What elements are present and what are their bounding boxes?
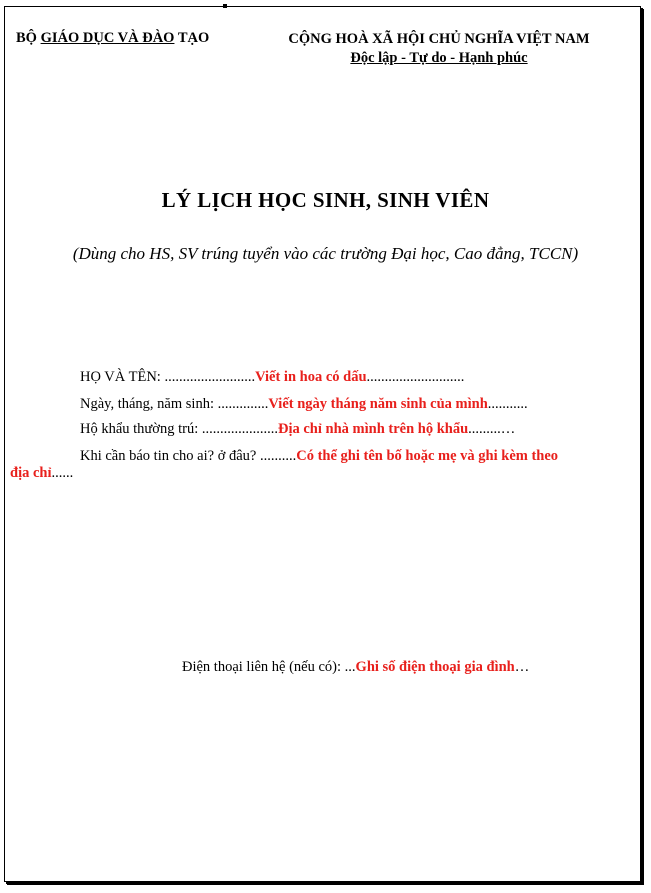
field-dots: ...... [51, 465, 74, 481]
national-title: CỘNG HOÀ XÃ HỘI CHỦ NGHĨA VIỆT NAM [288, 31, 590, 47]
field-hint: Ghi số điện thoại gia đình [355, 659, 515, 675]
ministry-underlined: GIÁO DỤC VÀ ĐÀO [40, 30, 175, 46]
national-header [270, 30, 608, 68]
field-hint: Có thể ghi tên bố hoặc mẹ và ghi kèm theo [296, 448, 559, 464]
document-title: LÝ LỊCH HỌC SINH, SINH VIÊN [161, 188, 490, 212]
national-motto: Độc lập - Tự do - Hạnh phúc [350, 50, 528, 66]
field-dots: ........................... [366, 369, 465, 385]
ministry-header [16, 30, 209, 47]
document-subtitle: (Dùng cho HS, SV trúng tuyển vào các trường Đại học, Cao đẳng, TCCN) [72, 244, 579, 263]
ministry-suffix: TẠO [174, 30, 210, 46]
field-dots: ........... [487, 396, 528, 412]
field-label: Điện thoại liên hệ (nếu có): ... [182, 659, 356, 675]
field-hint: Địa chỉ nhà mình trên hộ khẩu [277, 421, 469, 437]
page-marker [223, 4, 227, 8]
field-full-name [80, 369, 464, 386]
field-dots: … [514, 659, 530, 675]
ministry-prefix: BỘ [16, 30, 41, 46]
field-label: Khi cần báo tin cho ai? ở đâu? .......... [80, 448, 297, 464]
field-phone [182, 659, 529, 676]
field-label: HỌ VÀ TÊN: ......................... [80, 369, 256, 385]
field-hint: Viết in hoa có dấu [255, 369, 367, 385]
field-hint-cont: địa chỉ [10, 465, 52, 481]
field-dots: .........… [468, 421, 516, 437]
field-permanent-residence [80, 421, 515, 438]
field-emergency-contact [80, 448, 558, 465]
field-date-of-birth [80, 396, 528, 413]
field-emergency-contact-cont [10, 465, 73, 482]
field-hint: Viết ngày tháng năm sinh của mình [268, 396, 488, 412]
field-label: Ngày, tháng, năm sinh: .............. [80, 396, 269, 412]
field-label: Hộ khẩu thường trú: ..................... [80, 421, 278, 437]
page-border [4, 6, 641, 882]
